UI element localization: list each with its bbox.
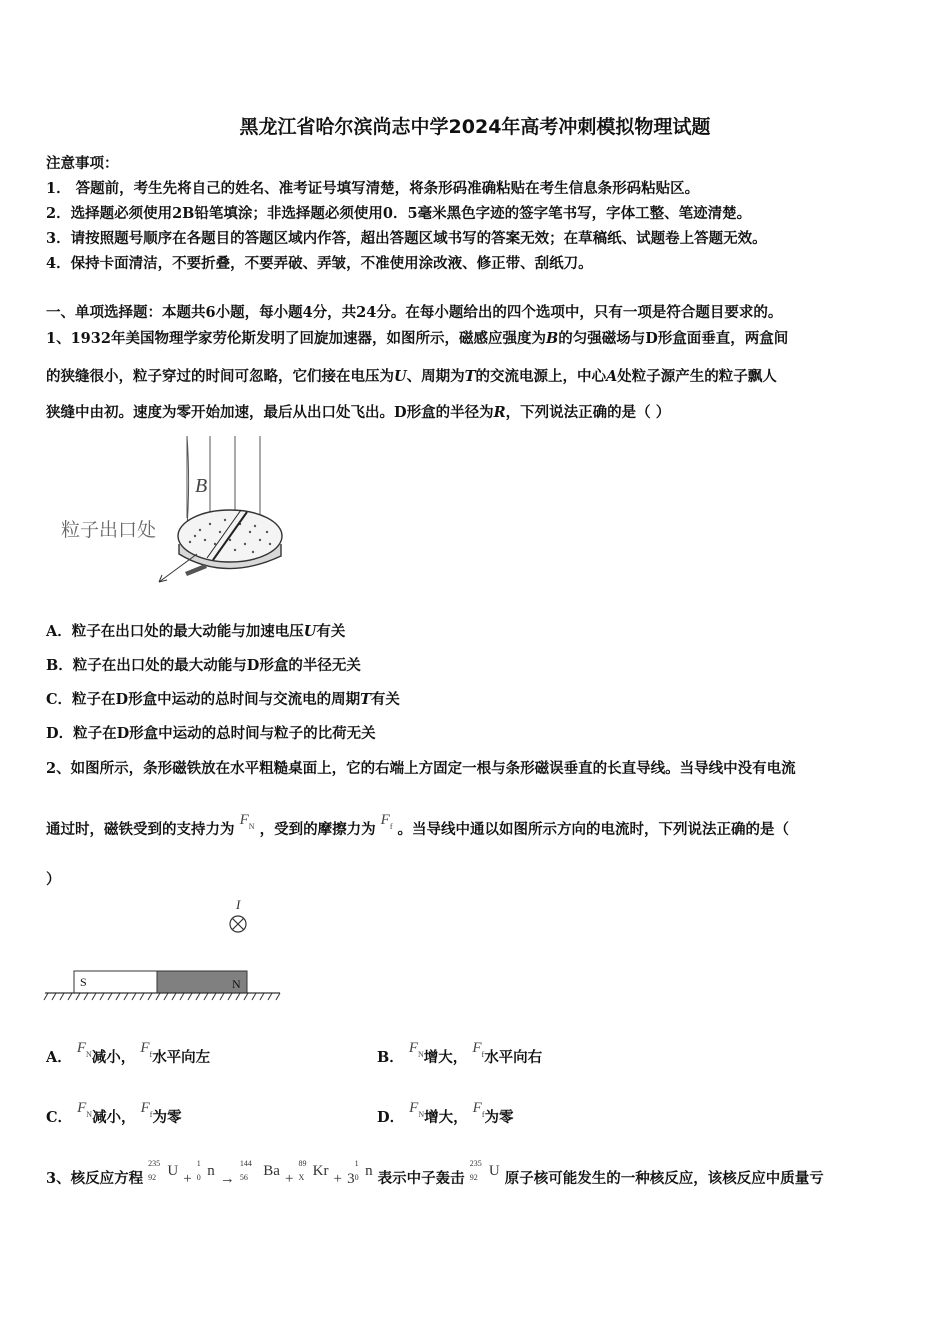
q2-line-3: ） — [46, 871, 61, 888]
q2-line-2: 通过时，磁铁受到的支持力为 $F_N$ ，受到的摩擦力为 $F_f$ 。当导线中通以如图所示方向的电流时，下列说法正确的是（ — [46, 812, 790, 838]
q1-line-3: 狭缝中由初。速度为零开始加速，最后从出口处飞出。D形盒的半径为R，下列说法正确的是（ ） — [46, 404, 671, 421]
q2-option-c: C． $F_N$减小， $F_f$为零 — [46, 1100, 182, 1126]
current-label: I — [236, 897, 241, 912]
exit-label: 粒子出口处 — [61, 519, 157, 541]
isotope-kr89: 89 X Kr — [298, 1159, 329, 1182]
isotope-neutron: 1 0 n — [196, 1159, 215, 1182]
notice-item-2: 2．选择题必须使用2B铅笔填涂；非选择题必须使用0．5毫米黑色字迹的签字笔书写，字体工整、笔迹清楚。 — [46, 205, 752, 222]
symbol-ff: $F_f$ — [380, 812, 393, 831]
q1-line-2: 的狭缝很小，粒子穿过的时间可忽略，它们接在电压为U、周期为T的交流电源上，中心A处粒子源产生的粒子飘人 — [46, 368, 777, 385]
q1-option-c: C．粒子在D形盒中运动的总时间与交流电的周期T有关 — [46, 691, 400, 708]
q2-line-1: 2、如图所示，条形磁铁放在水平粗糙桌面上，它的右端上方固定一根与条形磁误垂直的长直导线。当导线中没有电流 — [46, 760, 796, 777]
magnet-figure — [40, 895, 290, 1005]
isotope-ba144: 144 56 Ba — [239, 1159, 280, 1182]
q1-option-b: B．粒子在出口处的最大动能与D形盒的半径无关 — [46, 657, 361, 674]
q3-line-1: 3、核反应方程 235 92 U + 1 0 n → 144 56 Ba + 89 X Kr + 3 1 0 n 表示中子轰击 235 92 U 原子核可能发生的一种核反应，该核反应中质量亏 — [46, 1159, 824, 1187]
isotope-neutron-product: 1 0 n — [354, 1159, 373, 1182]
q1-option-a: A．粒子在出口处的最大动能与加速电压U有关 — [46, 623, 346, 640]
q2-option-a: A． $F_N$减小， $F_f$水平向左 — [46, 1040, 211, 1066]
magnet-n-label: N — [232, 977, 241, 991]
notice-heading: 注意事项： — [46, 155, 119, 172]
cyclotron-figure — [55, 432, 295, 592]
q1-option-d: D．粒子在D形盒中运动的总时间与粒子的比荷无关 — [46, 725, 376, 742]
q2-option-b: B． $F_N$增大， $F_f$水平向右 — [377, 1040, 543, 1066]
notice-item-3: 3．请按照题号顺序在各题目的答题区域内作答，超出答题区域书写的答案无效；在草稿纸、试题卷上答题无效。 — [46, 230, 767, 247]
page-title: 黑龙江省哈尔滨尚志中学2024年高考冲刺模拟物理试题 — [239, 116, 711, 138]
notice-item-4: 4．保持卡面清洁，不要折叠，不要弄破、弄皱，不准使用涂改液、修正带、刮纸刀。 — [46, 255, 593, 272]
isotope-u235-target: 235 92 U — [469, 1159, 500, 1182]
section-heading: 一、单项选择题：本题共6小题，每小题4分，共24分。在每小题给出的四个选项中，只有一项是符合题目要求的。 — [46, 304, 783, 321]
symbol-fn: $F_N$ — [239, 812, 255, 831]
q2-option-d: D． $F_N$增大， $F_f$为零 — [377, 1100, 514, 1126]
field-label-b: B — [195, 475, 208, 497]
isotope-u235: 235 92 U — [148, 1159, 179, 1182]
magnet-s-label: S — [80, 975, 87, 989]
notice-item-1: 1． 答题前，考生先将自己的姓名、准考证号填写清楚，将条形码准确粘贴在考生信息条形码粘贴区。 — [46, 180, 700, 197]
q1-line-1: 1、1932年美国物理学家劳伦斯发明了回旋加速器，如图所示，磁感应强度为B的匀强磁场与D形盒面垂直，两盒间 — [46, 330, 789, 347]
current-into-page-icon — [230, 916, 246, 932]
